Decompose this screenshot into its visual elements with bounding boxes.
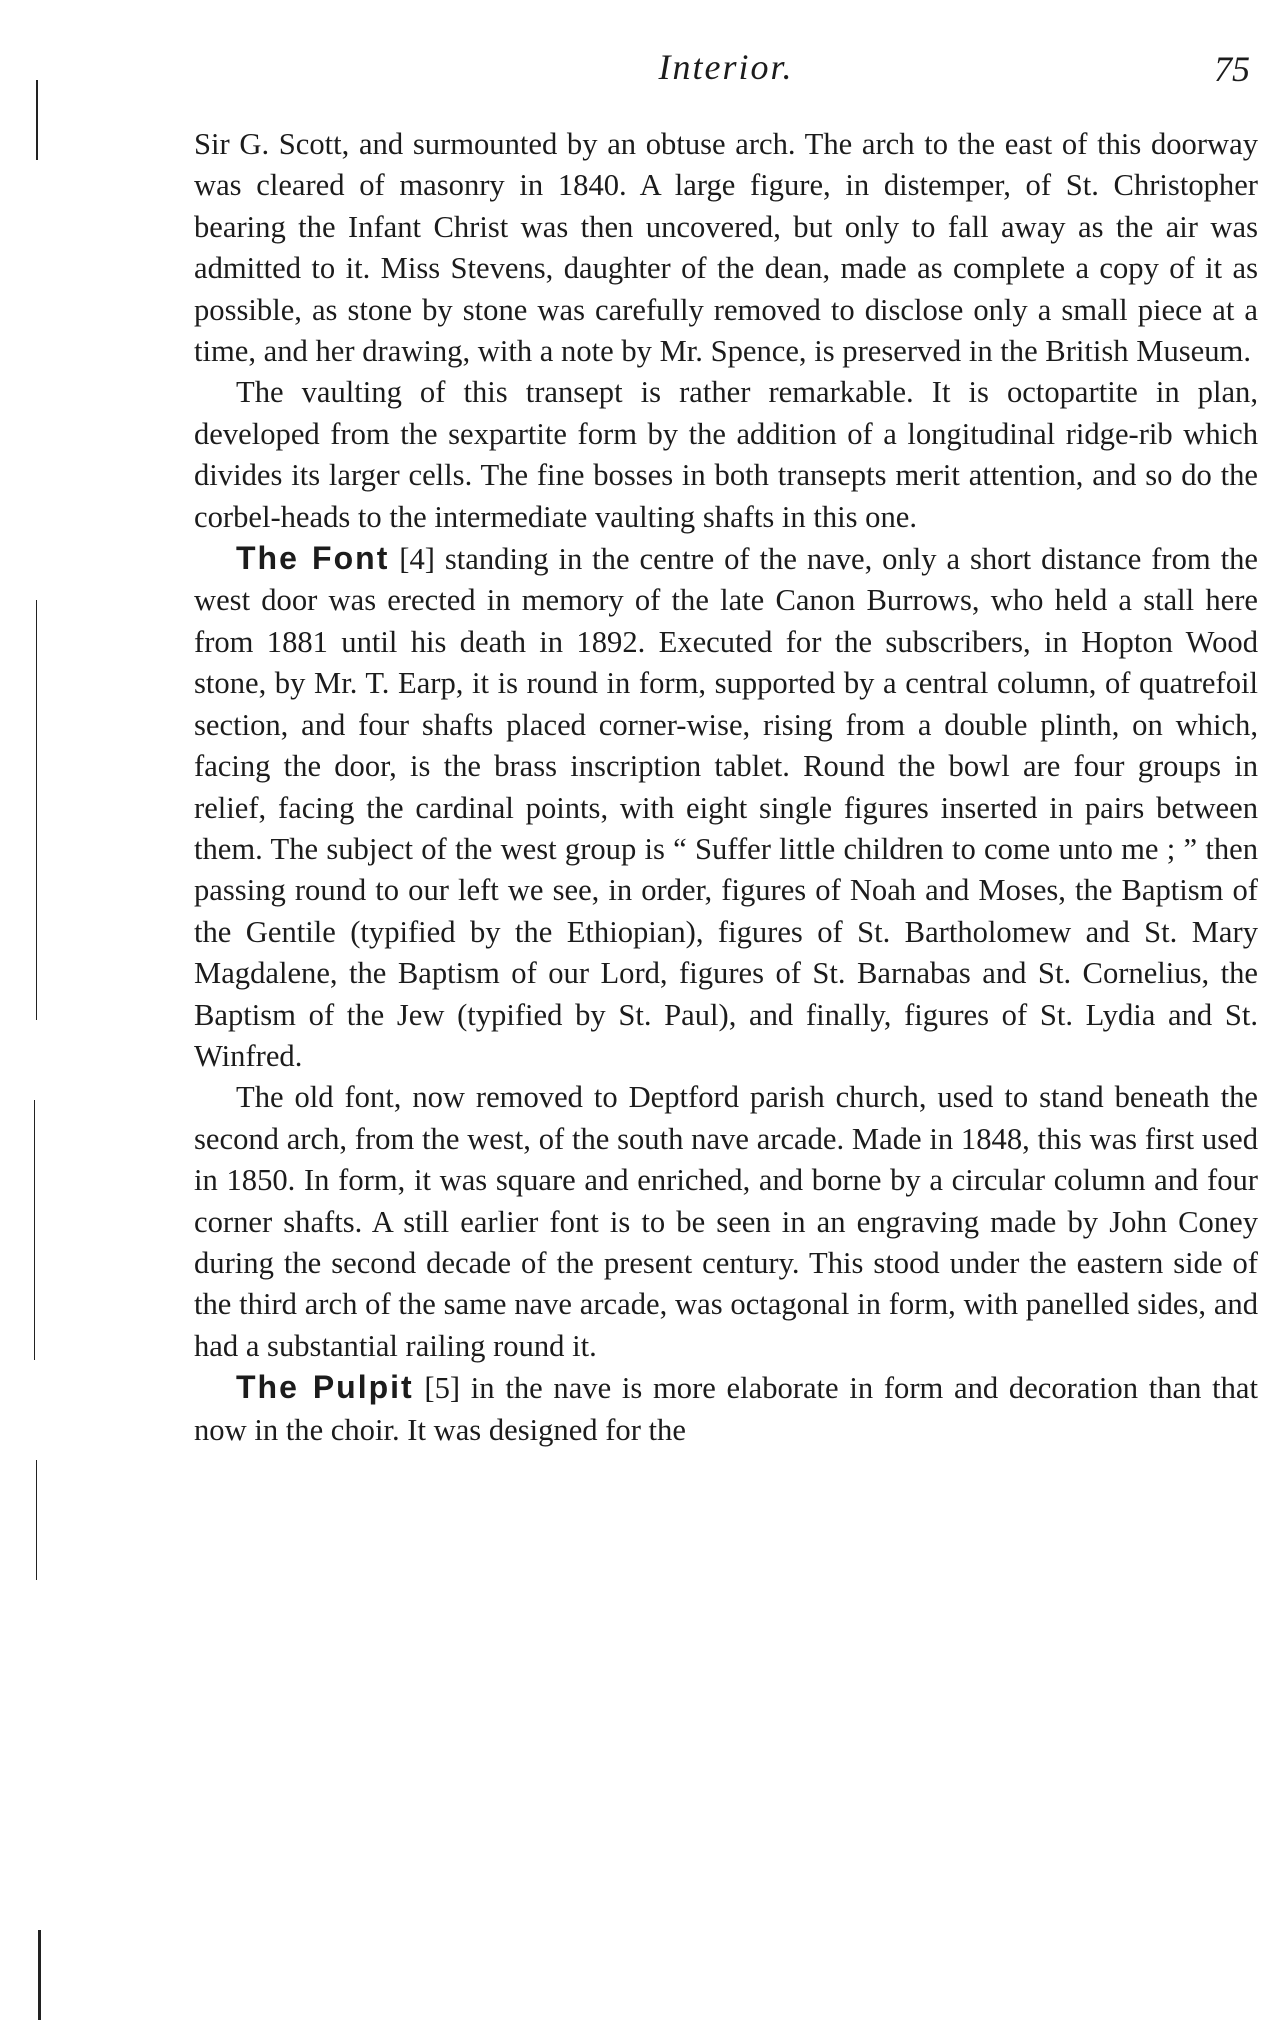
binding-edge-line <box>36 80 38 160</box>
binding-edge-line <box>36 600 37 1020</box>
paragraph-text: The vaulting of this transept is rather remarkable. It is octopartite in plan, developed from the sexpartite form by the addition of a longitudinal ridge-rib which divides its larger cells. The fine bosses in both transepts merit attention, and so do the corbel-heads to the intermediate vaulting shafts in this one. <box>194 375 1258 534</box>
binding-edge-line <box>36 1460 37 1580</box>
paragraph-4 <box>194 1077 1258 1367</box>
section-heading-pulpit: The Pulpit <box>236 1369 414 1406</box>
body-text <box>194 124 1258 1451</box>
running-head <box>194 40 1258 96</box>
paragraph-3-font <box>194 538 1258 1077</box>
paragraph-text: [5] in the nave is more elaborate in form and decoration than that now in the choir. It was designed for the <box>194 1371 1258 1447</box>
section-heading-font: The Font <box>236 540 390 577</box>
binding-edge-line <box>38 1930 41 2020</box>
paragraph-2 <box>194 372 1258 538</box>
paragraph-5-pulpit <box>194 1367 1258 1451</box>
paragraph-text: The old font, now removed to Deptford parish church, used to stand beneath the second arch, from the west, of the south nave arcade. Made in 1848, this was first used in 1850. In form, it was square and enriched, and borne by a circular column and four corner shafts. A still earlier font is to be seen in an engraving made by John Coney during the second decade of the present century. This stood under the eastern side of the third arch of the same nave arcade, was octagonal in form, with panelled sides, and had a substantial railing round it. <box>194 1080 1258 1363</box>
page-number: 75 <box>1214 49 1250 89</box>
paragraph-text: Sir G. Scott, and surmounted by an obtuse arch. The arch to the east of this doorway was cleared of masonry in 1840. A large figure, in distemper, of St. Christopher bearing the Infant Christ was then uncovered, but only to fall away as the air was admitted to it. Miss Stevens, daughter of the dean, made as complete a copy of it as possible, as stone by stone was carefully removed to disclose only a small piece at a time, and her drawing, with a note by Mr. Spence, is preserved in the British Museum. <box>194 127 1258 369</box>
binding-edge-line <box>34 1100 35 1360</box>
paragraph-1 <box>194 124 1258 372</box>
paragraph-text: [4] standing in the centre of the nave, only a short distance from the west door was erected in memory of the late Canon Burrows, who held a stall here from 1881 until his death in 1892. Executed for the subscribers, in Hopton Wood stone, by Mr. T. Earp, it is round in form, supported by a central column, of quatrefoil section, and four shafts placed corner-wise, rising from a double plinth, on which, facing the door, is the brass inscription tablet. Round the bowl are four groups in relief, facing the cardinal points, with eight single figures inserted in pairs between them. The subject of the west group is “ Suffer little children to come unto me ; ” then passing round to our left we see, in order, figures of Noah and Moses, the Baptism of the Gentile (typified by the Ethiopian), figures of St. Bartholomew and St. Mary Magdalene, the Baptism of our Lord, figures of St. Barnabas and St. Cornelius, the Baptism of the Jew (typified by St. Paul), and finally, figures of St. Lydia and St. Winfred. <box>194 542 1258 1073</box>
running-title: Interior. <box>658 47 794 87</box>
